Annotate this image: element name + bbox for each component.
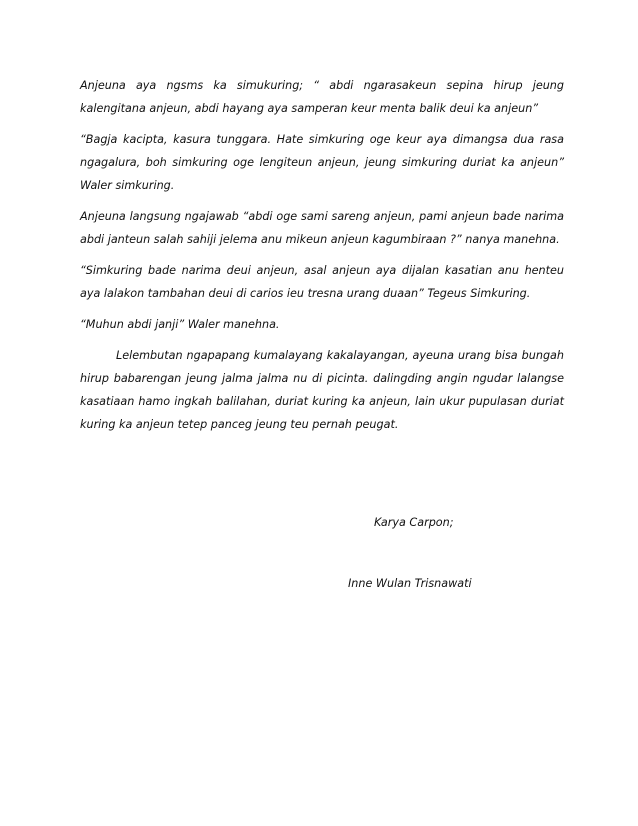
signature-label: Karya Carpon; <box>374 516 454 529</box>
paragraph-4: “Simkuring bade narima deui anjeun, asal anjeun aya dijalan kasatian anu henteu aya lalakon tambahan deui di carios ieu tresna urang duaan” Tegeus Simkuring. <box>80 264 564 300</box>
paragraph-6: Lelembutan ngapapang kumalayang kakalayangan, ayeuna urang bisa bungah hirup babarengan jeung jalma jalma nu di picinta. dalingding angin ngudar lalangse kasatiaan hamo ingkah balilahan, duriat kuring ka anjeun, lain ukur pupulasan duriat kuring ka anjeun tetep panceg jeung teu pernah peugat. <box>80 349 564 431</box>
paragraph-2: “Bagja kacipta, kasura tunggara. Hate simkuring oge keur aya dimangsa dua rasa ngagalura, boh simkuring oge lengiteun anjeun, jeung simkuring duriat ka anjeun” Waler simkuring. <box>80 133 564 192</box>
author-name: Inne Wulan Trisnawati <box>348 577 472 590</box>
paragraph-5: “Muhun abdi janji” Waler manehna. <box>80 318 280 331</box>
story-body <box>80 74 564 444</box>
paragraph-3: Anjeuna langsung ngajawab “abdi oge sami sareng anjeun, pami anjeun bade narima abdi janteun salah sahiji jelema anu mikeun anjeun kagumbiraan ?” nanya manehna. <box>80 210 564 246</box>
paragraph-1: Anjeuna aya ngsms ka simukuring; “ abdi ngarasakeun sepina hirup jeung kalengitana anjeun, abdi hayang aya samperan keur menta balik deui ka anjeun” <box>80 79 564 115</box>
